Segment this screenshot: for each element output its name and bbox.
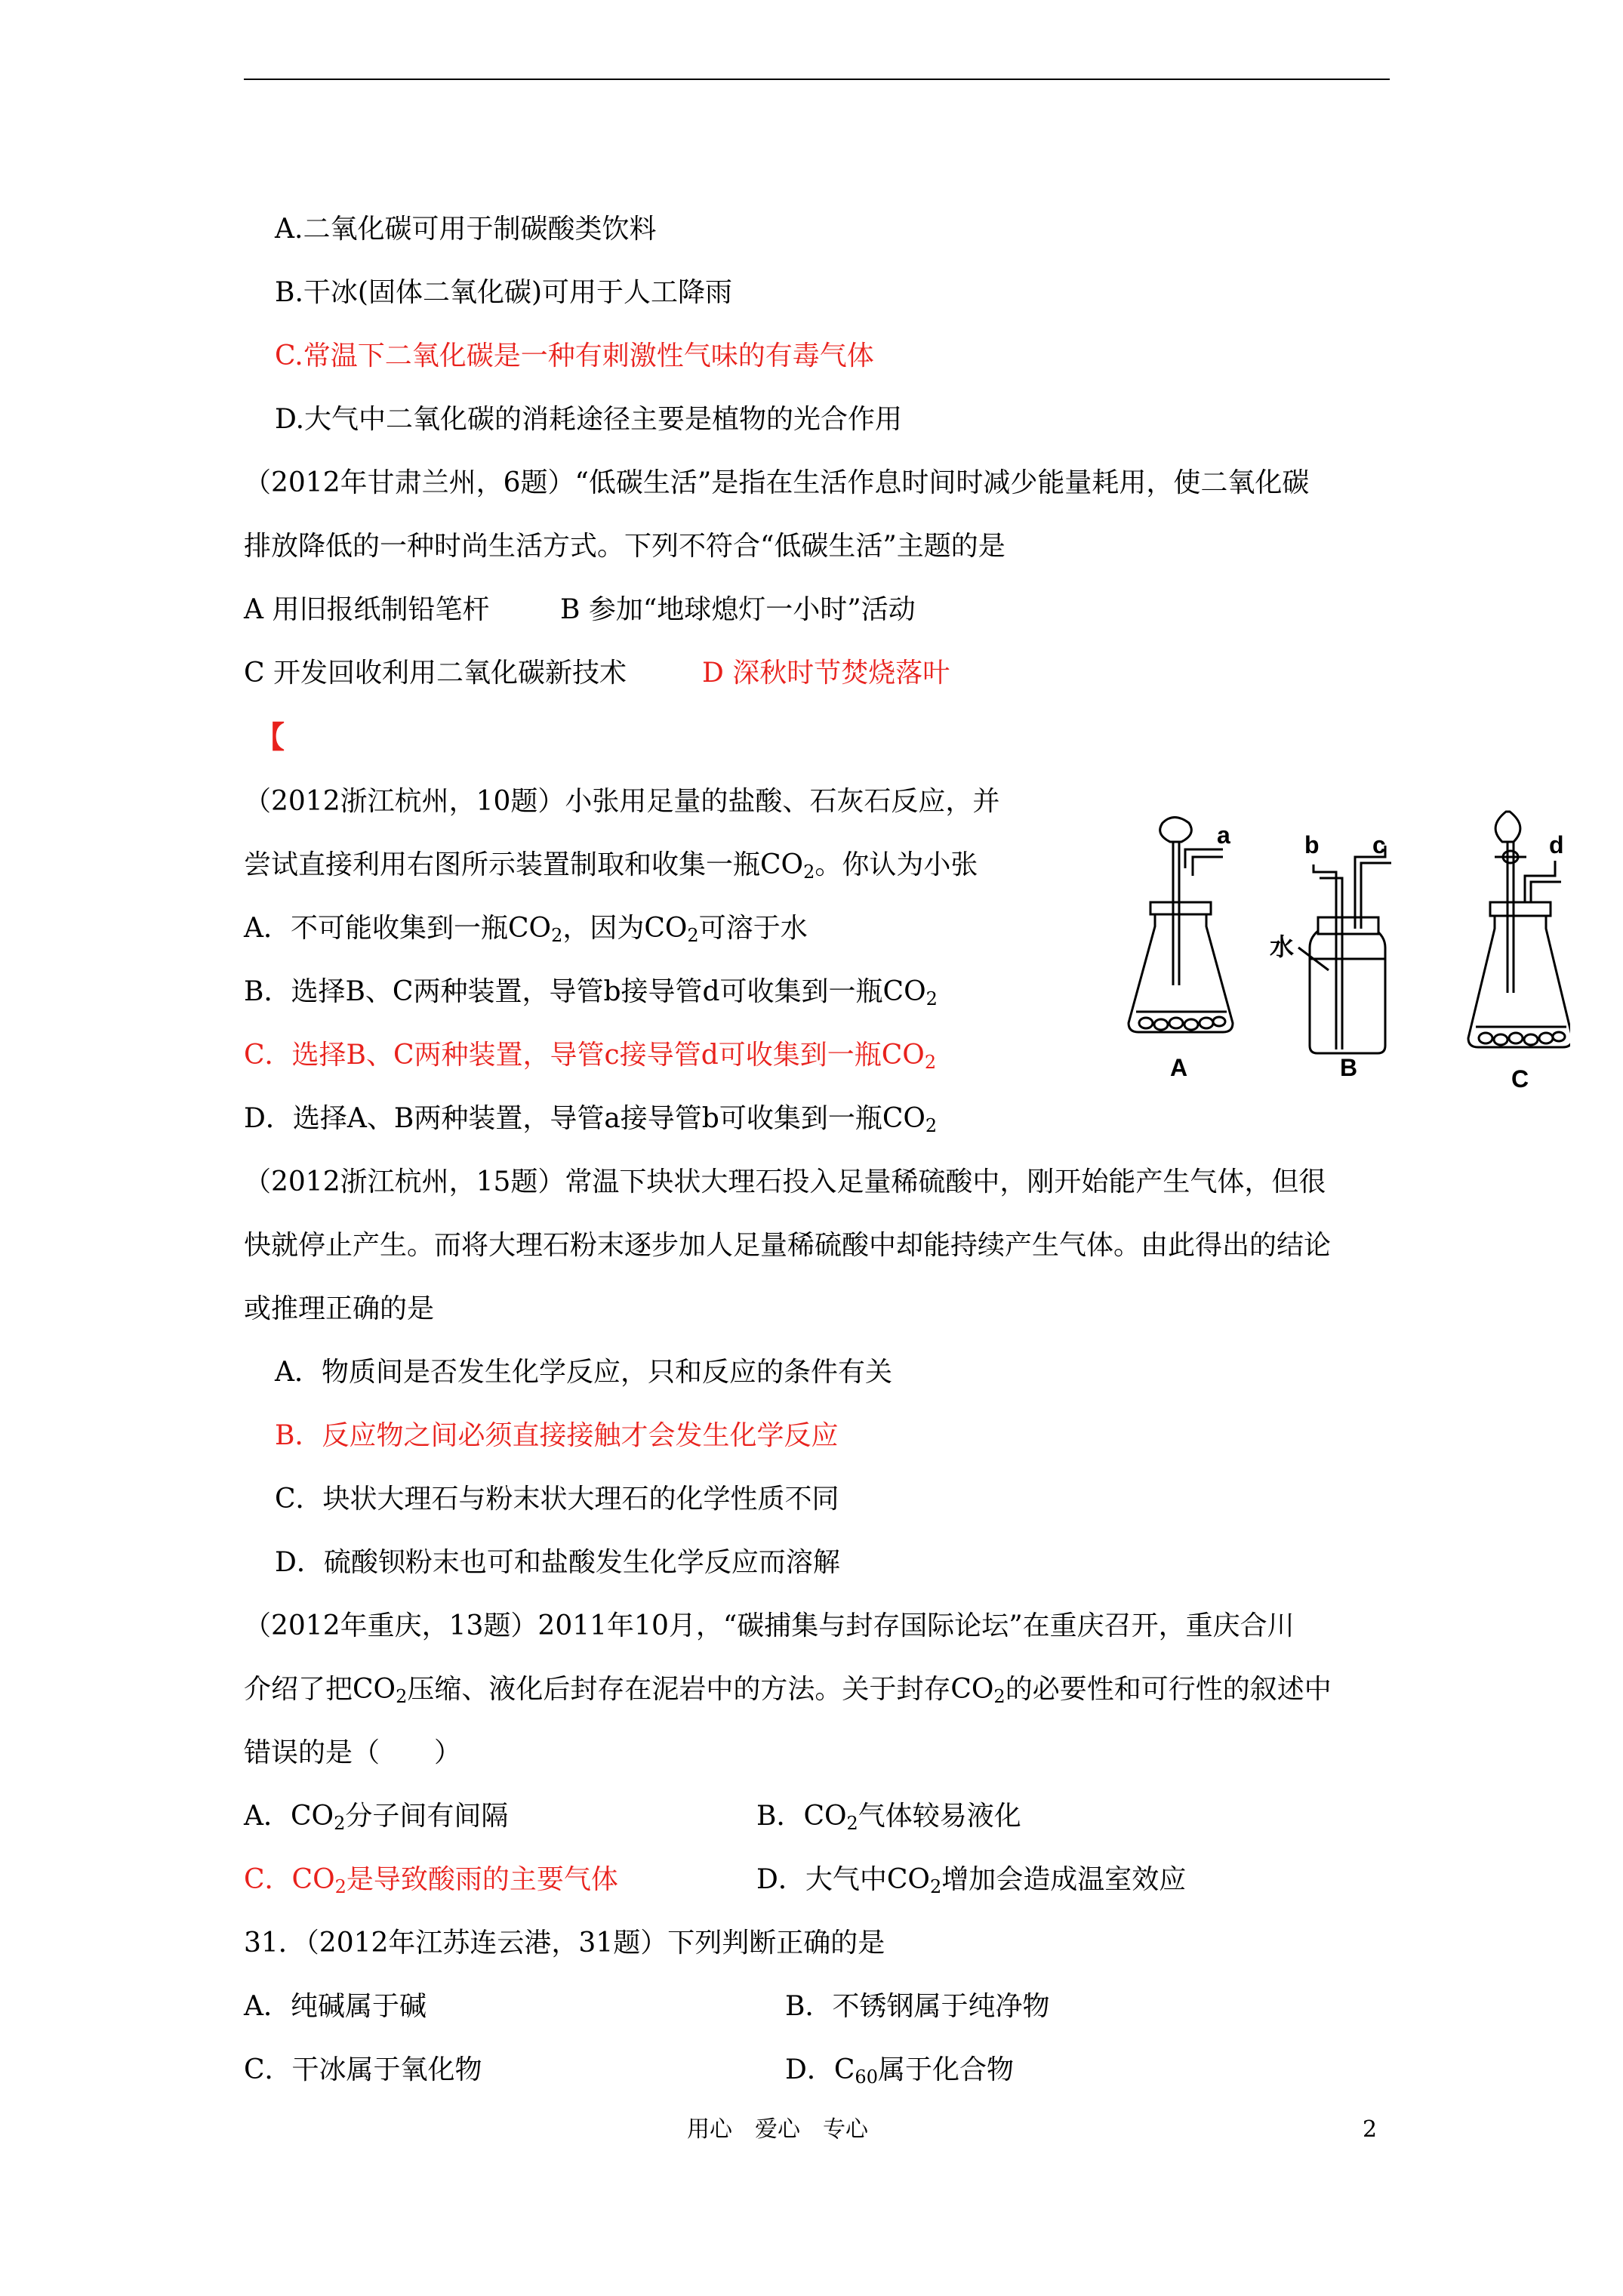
apparatus-b (1298, 846, 1391, 1053)
q3-stem-line2: 尝试直接利用右图所示装置制取和收集一瓶$CO_2$。你认为小张 (244, 849, 978, 883)
q4-stem-line3: 或推理正确的是 (244, 1293, 435, 1324)
q2-option-a: A 用旧报纸制铅笔杆 (244, 594, 490, 625)
label-apparatus-c: C (1511, 1065, 1529, 1091)
q5-option-b: B．$CO_2$气体较易液化 (756, 1801, 1021, 1834)
gas-apparatus-figure (1095, 797, 1570, 1091)
q1-option-d: D.大气中二氧化碳的消耗途径主要是植物的光合作用 (275, 404, 903, 435)
q5-option-c-answer: C．$CO_2$是导致酸雨的主要气体 (244, 1864, 618, 1897)
q6-option-d: D．$C_{60}$属于化合物 (785, 2054, 1014, 2088)
q5-option-d: D．大气中$CO_2$增加会造成温室效应 (756, 1864, 1187, 1897)
q3-option-c-answer: C．选择B、C两种装置，导管c接导管d可收集到一瓶$CO_2$ (244, 1040, 937, 1073)
q1-option-c-answer: C.常温下二氧化碳是一种有刺激性气味的有毒气体 (275, 341, 874, 371)
q2-option-d-answer: D 深秋时节焚烧落叶 (702, 658, 950, 689)
q5-stem-line2: 介绍了把$CO_2$压缩、液化后封存在泥岩中的方法。关于封存$CO_2$的必要性和可行性的叙述中 (244, 1674, 1332, 1707)
header-rule (244, 79, 1390, 80)
q3-option-b: B．选择B、C两种装置，导管b接导管d可收集到一瓶$CO_2$ (244, 976, 938, 1009)
label-c: c (1372, 831, 1386, 858)
label-a: a (1217, 821, 1230, 849)
q2-stem-line2: 排放降低的一种时尚生活方式。下列不符合“低碳生活”主题的是 (244, 531, 1006, 562)
label-b: b (1304, 831, 1320, 858)
q3-option-a: A．不可能收集到一瓶$CO_2$，因为$CO_2$可溶于水 (244, 913, 808, 946)
label-d: d (1549, 831, 1564, 858)
q4-option-d: D．硫酸钡粉末也可和盐酸发生化学反应而溶解 (275, 1547, 840, 1578)
footer-motto: 用心 爱心 专心 (687, 2116, 868, 2143)
q1-option-a: A.二氧化碳可用于制碳酸类饮料 (275, 214, 657, 245)
q5-option-a: A．$CO_2$分子间有间隔 (244, 1801, 509, 1834)
q6-option-b: B．不锈钢属于纯净物 (785, 1991, 1050, 2022)
q6-stem: 31．（2012年江苏连云港，31题）下列判断正确的是 (244, 1928, 885, 1959)
page-number: 2 (1363, 2116, 1378, 2143)
label-water: 水 (1270, 933, 1295, 960)
q5-stem-line1: （2012年重庆，13题）2011年10月，“碳捕集与封存国际论坛”在重庆召开，重庆合川 (244, 1610, 1295, 1641)
label-apparatus-b: B (1340, 1054, 1358, 1081)
q4-option-b-answer: B．反应物之间必须直接接触才会发生化学反应 (275, 1420, 839, 1451)
q5-stem-line3: 错误的是（ ） (244, 1737, 462, 1768)
q2-stem-line1: （2012年甘肃兰州，6题）“低碳生活”是指在生活作息时间时减少能量耗用，使二氧化碳 (244, 467, 1310, 498)
q4-option-a: A．物质间是否发生化学反应，只和反应的条件有关 (275, 1357, 892, 1388)
q6-option-c: C．干冰属于氧化物 (244, 2054, 482, 2085)
label-apparatus-a: A (1170, 1054, 1188, 1081)
q2-option-c: C 开发回收利用二氧化碳新技术 (244, 658, 627, 689)
q1-option-b: B.干冰(固体二氧化碳)可用于人工降雨 (275, 277, 732, 308)
q6-option-a: A．纯碱属于碱 (244, 1991, 427, 2022)
q2-option-b: B 参加“地球熄灯一小时”活动 (560, 594, 916, 625)
q4-stem-line2: 快就停止产生。而将大理石粉末逐步加人足量稀硫酸中却能持续产生气体。由此得出的结论 (244, 1230, 1332, 1261)
q4-option-c: C．块状大理石与粉末状大理石的化学性质不同 (275, 1484, 839, 1515)
apparatus-a (1129, 818, 1233, 1033)
bracket-mark: 【 (254, 720, 285, 755)
q3-stem-line1: （2012浙江杭州，10题）小张用足量的盐酸、石灰石反应，并 (244, 786, 1000, 817)
q4-stem-line1: （2012浙江杭州，15题）常温下块状大理石投入足量稀硫酸中，刚开始能产生气体，但很 (244, 1166, 1326, 1197)
q3-option-d: D．选择A、B两种装置，导管a接导管b可收集到一瓶$CO_2$ (244, 1103, 938, 1136)
